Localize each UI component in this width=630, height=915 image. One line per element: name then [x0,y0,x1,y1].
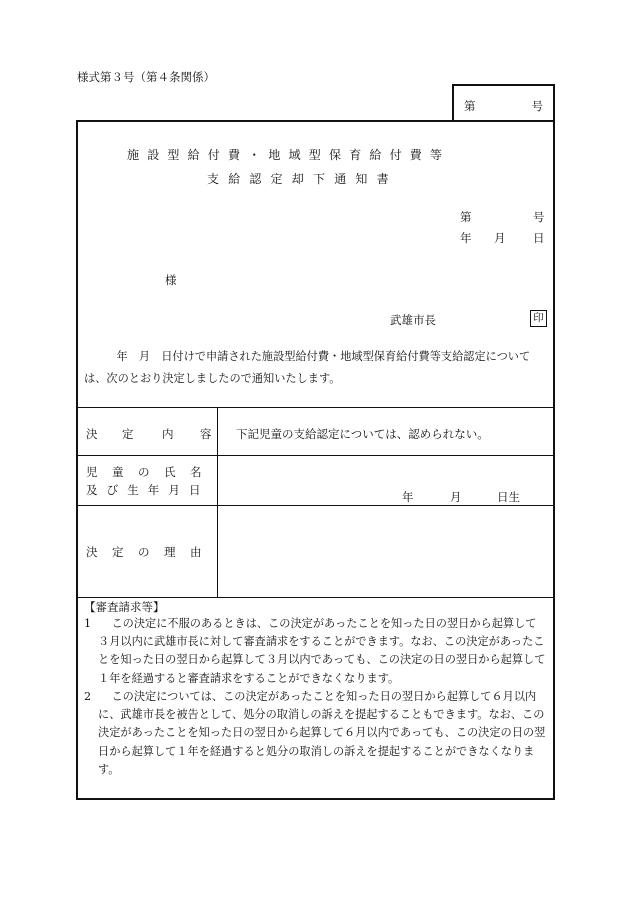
addressee-suffix: 様 [165,273,177,287]
date-year: 年 [460,231,472,245]
date-day: 日 [533,231,545,245]
decision-label: 決 定 内 容 [86,427,212,441]
birth-month-suffix: 月 [450,490,462,504]
appeal-item-1-number: 1 [84,617,92,630]
document-title-line1: 施設型給付費・地域型保育給付費等 [127,148,451,162]
appeal-item-1 [84,615,546,688]
form-number-label: 様式第３号（第４条関係） [77,70,215,84]
table-column-divider [217,407,218,597]
ref-number-go: 号 [533,210,545,224]
birth-day-suffix: 日生 [497,490,520,504]
decision-value: 下記児童の支給認定については、認められない。 [236,427,489,441]
child-birthdate-label: 及 び 生 年 月 日 [86,483,201,497]
appeal-item-1-text: この決定に不服のあるときは、この決定があったことを知った日の翌日から起算して３月以内に武雄市長に対して審査請求をすることができます。なお、この決定があったことを知った日の翌日から起算して３月以内であっても、この決定の日の翌日から起算して１年を経過すると審査請求をすることができなくなります。 [98,617,546,685]
appeal-heading: 【審査請求等】 [84,600,165,614]
table-bottom-divider [76,597,555,598]
number-box-dai: 第 [464,99,476,113]
appeal-item-2-number: 2 [84,690,92,703]
appeal-item-2 [84,688,546,779]
appeal-item-2-text: この決定については、この決定があったことを知った日の翌日から起算して６月以内に、武雄市長を被告として、処分の取消しの訴えを提起することもできます。なお、この決定があったことを知った日の翌日から起算して６月以内であっても、この決定の日の翌日から起算して１年を経過すると処分の取消しの訴えを提起することができなくなります。 [98,690,546,776]
date-month: 月 [494,231,506,245]
child-name-label: 児 童 の 氏 名 [86,465,202,479]
document-number-box [452,84,555,120]
table-divider-2 [76,505,555,506]
ref-number-dai: 第 [460,210,472,224]
intro-text: 年 月 日付けで申請された施設型給付費・地域型保育給付費等支給認定については、次のとおり決定しましたので通知いたします。 [84,350,531,385]
number-box-go: 号 [531,99,543,113]
seal-mark: 印 [530,310,547,327]
table-top-divider [76,407,555,408]
birth-year-suffix: 年 [402,490,414,504]
reason-label: 決 定 の 理 由 [86,545,202,559]
table-divider-1 [76,455,555,456]
document-title-line2: 支給認定却下通知書 [207,172,398,186]
issuer-name: 武雄市長 [390,313,436,327]
